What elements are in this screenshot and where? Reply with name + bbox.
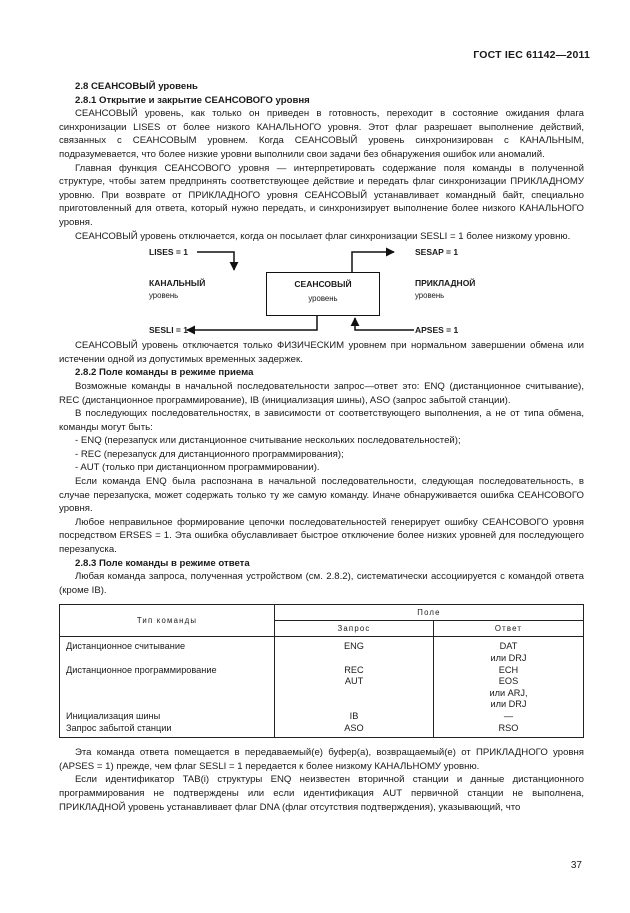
page-number: 37 <box>570 860 582 871</box>
paragraph-11: Если идентификатор TAB(i) структуры ENQ неизвестен вторичной станции и данные дистанционного программирования не подтверждены или если идентификация AUT первичной станции не выполнена, ПРИКЛАДНОЙ уровень устанавливает флаг DNA (флаг отсутствия подтверждения), указывающий, что <box>59 774 584 813</box>
session-layer-box <box>266 272 380 316</box>
table-cell <box>275 699 433 711</box>
data-link-layer-sub: уровень <box>149 291 179 301</box>
table-cell: EOS <box>498 676 519 687</box>
table-cell: Инициализация шины <box>66 710 161 721</box>
table-cell: REC <box>344 664 364 675</box>
col-header-request: Запрос <box>275 621 434 637</box>
table-column-answer <box>434 637 584 738</box>
sesap-label: SESAP = 1 <box>415 247 459 258</box>
paragraph-7: Если команда ENQ была распознана в начальной последовательности, следующая последовательность, в случае перезапуска, может содержать только ту же самую команду. Иначе обнаруживается ошибка СЕАНСОВОГО уровня. <box>59 476 584 515</box>
paragraph-2: Главная функция СЕАНСОВОГО уровня — интерпретировать содержание поля команды в полученной структуре, чтобы затем предпринять соответствующее действие и передать флаг синхронизации ПРИКЛАДНОМУ уровню. При возврате от ПРИКЛАДНОГО уровня СЕАНСОВЫЙ устанавливает командный байт, специально приготовленный для ответа, который нужно передать, и синхронизирует выполнение более низкого КАНАЛЬНОГО уровня. <box>59 162 584 228</box>
table-cell: RSO <box>498 722 519 733</box>
section-2-8-1-heading: 2.8.1 Открытие и закрытие СЕАНСОВОГО уровня <box>75 94 310 106</box>
table-cell: ASO <box>344 722 364 733</box>
table-cell <box>66 676 274 688</box>
paragraph-6: В последующих последовательностях, в зависимости от соответствующего выполнения, а не от типа обмена, команды могут быть: <box>59 408 584 433</box>
section-2-8-2-heading: 2.8.2 Поле команды в режиме приема <box>75 367 254 379</box>
document-header: ГОСТ IEC 61142—2011 <box>473 49 590 61</box>
section-2-8-heading: 2.8 СЕАНСОВЫЙ уровень <box>75 81 198 92</box>
list-item-rec: - REC (перезапуск для дистанционного программирования); <box>75 448 344 460</box>
apses-label: APSES = 1 <box>415 325 459 336</box>
paragraph-1: СЕАНСОВЫЙ уровень, как только он приведен в готовность, переходит в состояние ожидания флага синхронизации LISES от более низкого КАНАЛЬНОГО уровня. Этот флаг разрешает выполнение действий, связанных с СЕАНСОВЫМ уровнем. Когда СЕАНСОВЫЙ уровень синхронизирован с КАНАЛЬНЫМ, подразумевается, что более низкие уровни выполнили свои задачи без обнаружения ошибок или аномалий. <box>59 108 584 160</box>
table-cell: IB <box>349 710 359 721</box>
table-cell <box>66 699 274 711</box>
list-item-aut: - AUT (только при дистанционном программировании). <box>75 462 320 474</box>
page-content <box>59 80 584 814</box>
table-cell: Дистанционное программирование <box>66 664 217 675</box>
table-column-type <box>60 637 275 738</box>
lises-arrow <box>197 252 234 270</box>
paragraph-9: Любая команда запроса, полученная устройством (см. 2.8.2), систематически ассоциируется с командой ответа (кроме IB). <box>59 571 584 596</box>
command-table <box>59 604 584 738</box>
application-layer-sub: уровень <box>415 291 445 301</box>
table-cell <box>275 688 433 700</box>
col-header-field: Поле <box>275 605 584 621</box>
application-layer-title: ПРИКЛАДНОЙ <box>415 278 476 289</box>
sesli-arrow <box>187 316 317 330</box>
table-cell: ECH <box>498 664 519 675</box>
table-cell <box>66 653 274 665</box>
paragraph-10: Эта команда ответа помещается в передаваемый(е) буфер(а), возвращаемый(е) от ПРИКЛАДНОГО уровня (APSES = 1) прежде, чем флаг SESLI = 1 передается к более низкому КАНАЛЬНОМУ уровню. <box>59 747 584 772</box>
layer-sync-diagram <box>59 243 584 339</box>
table-cell: Дистанционное считывание <box>66 641 186 652</box>
table-cell <box>275 653 433 665</box>
table-cell: или ARJ, <box>489 687 528 698</box>
paragraph-8: Любое неправильное формирование цепочки последовательностей генерирует ошибку СЕАНСОВОГО уровня посредством ERSES = 1. Эта ошибка обуславливает быстрое отключение более низких уровней для последующего перезапуска. <box>59 516 584 556</box>
sesap-arrow <box>352 252 394 272</box>
table-cell <box>66 688 274 700</box>
table-column-request <box>275 637 434 738</box>
table-cell: AUT <box>344 676 364 687</box>
lises-label: LISES = 1 <box>149 247 188 258</box>
section-2-8-3-heading: 2.8.3 Поле команды в режиме ответа <box>75 557 250 569</box>
table-cell: Запрос забытой станции <box>66 722 172 733</box>
paragraph-5: Возможные команды в начальной последовательности запрос—ответ это: ENQ (дистанционное считывание), REC (дистанционное программирование), IB (инициализация шины), ASO (запрос забытой станции). <box>59 380 584 406</box>
table-cell: или DRJ <box>490 653 527 663</box>
table-cell: — <box>503 710 514 721</box>
col-header-answer: Ответ <box>434 621 584 637</box>
table-cell: DAT <box>499 641 518 652</box>
session-layer-title: СЕАНСОВЫЙ <box>294 279 352 290</box>
paragraph-4: СЕАНСОВЫЙ уровень отключается только ФИЗИЧЕСКИМ уровнем при нормальном завершении обмена или истечении одной из допустимых временных задержек. <box>59 340 584 365</box>
table-cell: или DRJ <box>490 699 527 710</box>
table-cell: ENG <box>344 641 364 652</box>
data-link-layer-title: КАНАЛЬНЫЙ <box>149 278 206 289</box>
session-layer-sub: уровень <box>308 293 338 303</box>
col-header-type: Тип команды <box>60 605 275 637</box>
apses-arrow <box>355 318 414 330</box>
paragraph-3: СЕАНСОВЫЙ уровень отключается, когда он посылает флаг синхронизации SESLI = 1 более низкому уровню. <box>75 230 571 242</box>
list-item-enq: - ENQ (перезапуск или дистанционное считывание нескольких последовательностей); <box>75 435 461 447</box>
sesli-label: SESLI = 1 <box>149 325 188 336</box>
